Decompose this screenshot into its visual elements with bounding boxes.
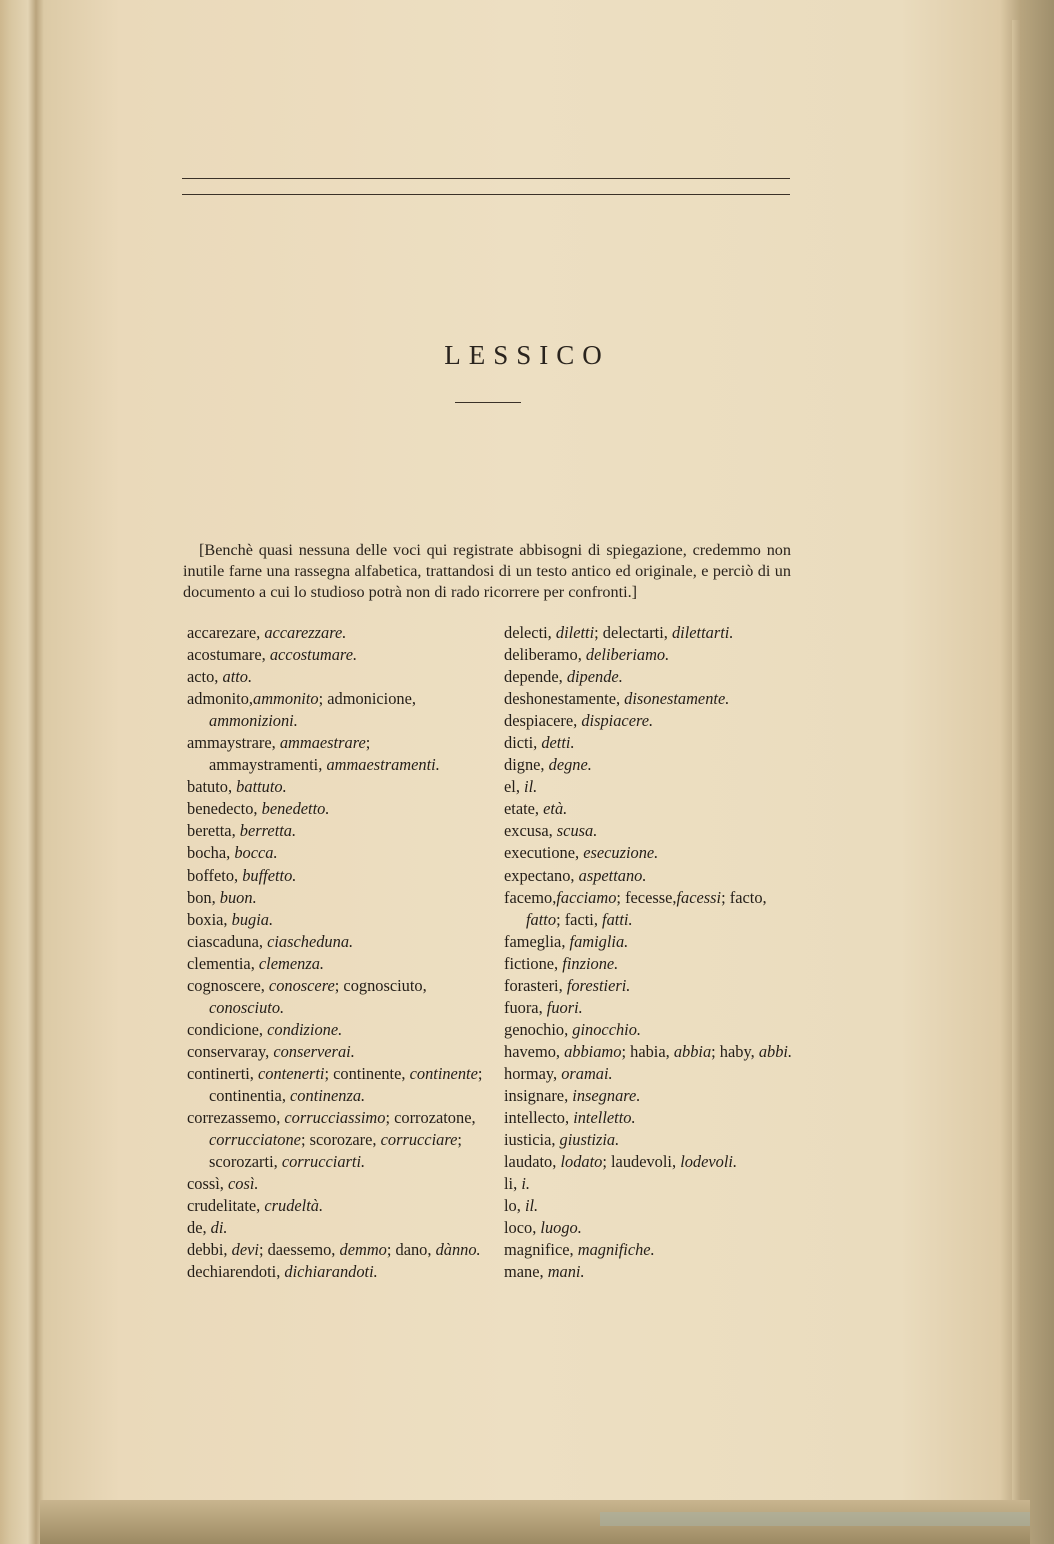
entry-term: debbi, [187, 1240, 232, 1260]
entry-modern-form: devi [231, 1240, 259, 1260]
lexicon-entry [504, 865, 804, 887]
entry-modern-form: così. [227, 1174, 259, 1194]
entry-term: fictione, [504, 953, 563, 973]
entry-modern-form: clemenza. [258, 953, 324, 973]
lexicon-entry [504, 666, 804, 688]
lexicon-entry [504, 1129, 804, 1151]
entry-term: ; dano, [386, 1240, 436, 1260]
lexicon-entry [504, 1107, 804, 1129]
entry-term: delecti, [504, 623, 556, 642]
entry-modern-form: età. [543, 799, 568, 819]
title-underline [455, 402, 521, 403]
entry-term: laudato, [504, 1152, 561, 1172]
entry-term: ; cognosciuto, [334, 975, 427, 995]
lexicon-entry [504, 622, 804, 644]
entry-term: ; daessemo, [258, 1240, 340, 1260]
entry-term: ; fecesse, [616, 887, 677, 907]
cover-strip [600, 1512, 1030, 1526]
entry-term: etate, [504, 799, 544, 819]
entry-modern-form: continente [409, 1063, 478, 1083]
entry-term: cognoscere, [187, 975, 269, 995]
entry-modern-form: di. [210, 1218, 228, 1238]
entry-term: ; scorozarti, [209, 1130, 462, 1172]
entry-modern-form: benedetto. [261, 799, 330, 819]
entry-modern-form: ammaestramenti. [326, 755, 440, 775]
page-edge [1012, 20, 1020, 1500]
entry-modern-form: dichiarandoti. [284, 1262, 378, 1282]
entry-modern-form: famiglia. [569, 931, 629, 951]
entry-modern-form: mani. [547, 1262, 585, 1282]
entry-modern-form: facciamo [556, 887, 617, 907]
lexicon-entry [504, 688, 804, 710]
header-rule-bottom [182, 194, 790, 195]
lexicon-entry [187, 732, 487, 776]
lexicon-entry [504, 1151, 804, 1173]
entry-term: batuto, [187, 777, 237, 797]
entry-term: facemo, [504, 887, 557, 907]
entry-modern-form: ammaestrare [279, 733, 366, 753]
entry-term: intellecto, [504, 1108, 574, 1128]
entry-term: depende, [504, 667, 567, 687]
entry-term: acto, [187, 667, 223, 687]
entry-term: continerti, [187, 1063, 259, 1083]
entry-modern-form: giustizia. [559, 1130, 620, 1150]
entry-modern-form: corrucciare [380, 1130, 458, 1150]
entry-modern-form: lodevoli. [680, 1152, 738, 1172]
entry-term: forasteri, [504, 975, 567, 995]
entry-modern-form: ammonizioni. [209, 711, 298, 731]
entry-term: fuora, [504, 997, 547, 1017]
lexicon-entry [504, 1019, 804, 1041]
entry-modern-form: insegnare. [572, 1085, 641, 1105]
entry-term: iusticia, [504, 1130, 560, 1150]
entry-modern-form: dànno. [435, 1240, 481, 1260]
entry-term: ; continentia, [209, 1063, 483, 1105]
lexicon-entry [187, 776, 487, 798]
lexicon-left-column [187, 622, 487, 1283]
entry-term: ; facti, [556, 909, 603, 929]
entry-modern-form: conosciuto. [209, 997, 285, 1017]
lexicon-entry [187, 953, 487, 975]
entry-modern-form: dispiacere. [581, 711, 654, 731]
entry-term: boffeto, [187, 865, 243, 885]
entry-modern-form: disonestamente. [624, 689, 730, 709]
entry-term: clementia, [187, 953, 259, 973]
lexicon-entry [187, 798, 487, 820]
lexicon-entry [187, 1107, 487, 1173]
entry-term: excusa, [504, 821, 557, 841]
entry-term: beretta, [187, 821, 240, 841]
lexicon-entry [504, 776, 804, 798]
lexicon-entry [504, 1217, 804, 1239]
entry-term: deliberamo, [504, 645, 586, 665]
entry-modern-form: berretta. [239, 821, 297, 841]
entry-modern-form: finzione. [562, 953, 619, 973]
entry-modern-form: crudeltà. [264, 1196, 324, 1216]
lexicon-entry [504, 931, 804, 953]
lexicon-entry [187, 865, 487, 887]
entry-term: havemo, [504, 1041, 565, 1061]
entry-modern-form: abbia [673, 1041, 712, 1061]
entry-term: acostumare, [187, 645, 270, 665]
entry-modern-form: esecuzione. [583, 843, 659, 863]
entry-modern-form: ginocchio. [572, 1019, 642, 1039]
entry-term: de, [187, 1218, 211, 1238]
entry-modern-form: accostumare. [269, 645, 358, 665]
page-title: LESSICO [444, 340, 610, 370]
entry-term: cossì, [187, 1174, 228, 1194]
entry-term: benedecto, [187, 799, 262, 819]
entry-modern-form: deliberiamo. [585, 645, 670, 665]
entry-term: deshonestamente, [504, 689, 625, 709]
entry-modern-form: dipende. [566, 667, 623, 687]
entry-modern-form: oramai. [561, 1063, 613, 1083]
entry-modern-form: conoscere [268, 975, 335, 995]
lexicon-entry [504, 644, 804, 666]
lexicon-entry [504, 754, 804, 776]
lexicon-entry [187, 666, 487, 688]
lexicon-entry [504, 975, 804, 997]
entry-term: hormay, [504, 1063, 562, 1083]
lexicon-entry [504, 732, 804, 754]
lexicon-entry [187, 1019, 487, 1041]
entry-modern-form: il. [524, 777, 538, 797]
lexicon-entry [187, 1041, 487, 1063]
entry-modern-form: fatto [526, 909, 557, 929]
entry-modern-form: bugia. [231, 909, 274, 929]
lexicon-entry [504, 710, 804, 732]
entry-modern-form: intelletto. [573, 1108, 636, 1128]
entry-term: executione, [504, 843, 584, 863]
entry-term: dicti, [504, 733, 542, 753]
entry-modern-form: atto. [222, 667, 253, 687]
lexicon-entry [504, 1063, 804, 1085]
lexicon-entry [504, 887, 804, 931]
lexicon-entry [504, 1195, 804, 1217]
lexicon-entry [187, 1063, 487, 1107]
lexicon-entry [187, 1195, 487, 1217]
entry-modern-form: lodato [560, 1152, 603, 1172]
entry-term: despiacere, [504, 711, 582, 731]
entry-term: ciascaduna, [187, 931, 268, 951]
entry-modern-form: magnifiche. [577, 1240, 655, 1260]
entry-term: fameglia, [504, 931, 570, 951]
lexicon-entry [187, 909, 487, 931]
entry-modern-form: diletti [555, 623, 595, 642]
entry-modern-form: abbiamo [564, 1041, 622, 1061]
lexicon-right-column [504, 622, 804, 1283]
entry-term: correzassemo, [187, 1108, 285, 1128]
entry-term: crudelitate, [187, 1196, 265, 1216]
entry-modern-form: abbi. [758, 1041, 793, 1061]
entry-term: accarezare, [187, 623, 265, 642]
entry-term: conservaray, [187, 1041, 274, 1061]
lexicon-entry [187, 644, 487, 666]
entry-modern-form: conserverai. [273, 1041, 355, 1061]
entry-modern-form: condizione. [267, 1019, 343, 1039]
entry-modern-form: scusa. [556, 821, 598, 841]
entry-term: ; scorozare, [300, 1130, 381, 1150]
entry-term: ; haby, [711, 1041, 759, 1061]
entry-modern-form: corrucciarti. [281, 1152, 366, 1172]
entry-modern-form: fatti. [602, 909, 633, 929]
entry-term: mane, [504, 1262, 548, 1282]
lexicon-entry [504, 1041, 804, 1063]
entry-term: el, [504, 777, 525, 797]
lexicon-entry [504, 1173, 804, 1195]
entry-term: bocha, [187, 843, 235, 863]
entry-term: ammaystrare, [187, 733, 280, 753]
entry-term: insignare, [504, 1085, 573, 1105]
entry-term: ; laudevoli, [602, 1152, 681, 1172]
entry-modern-form: corrucciatone [209, 1130, 301, 1150]
entry-modern-form: contenerti [258, 1063, 325, 1083]
entry-term: dechiarendoti, [187, 1262, 285, 1282]
entry-term: ; habia, [621, 1041, 674, 1061]
lexicon-entry [187, 622, 487, 644]
lexicon-entry [187, 931, 487, 953]
lexicon-entry [504, 1239, 804, 1261]
header-rule-top [182, 178, 790, 179]
lexicon-entry [187, 688, 487, 732]
lexicon-entry [504, 953, 804, 975]
entry-modern-form: continenza. [290, 1085, 366, 1105]
lexicon-entry [504, 820, 804, 842]
entry-modern-form: aspettano. [578, 865, 647, 885]
lexicon-entry [504, 997, 804, 1019]
lexicon-entry [504, 1085, 804, 1107]
entry-term: ; admonicione, [318, 689, 417, 709]
entry-modern-form: il. [524, 1196, 539, 1216]
entry-modern-form: bocca. [234, 843, 278, 863]
entry-modern-form: corrucciassimo [284, 1108, 386, 1128]
lexicon-entry [187, 975, 487, 1019]
entry-modern-form: battuto. [236, 777, 287, 797]
entry-modern-form: ammonito [253, 689, 319, 709]
lexicon-entry [504, 842, 804, 864]
entry-term: bon, [187, 887, 220, 907]
entry-term: li, [504, 1174, 522, 1194]
lexicon-entry [187, 820, 487, 842]
lexicon-entry [187, 842, 487, 864]
entry-term: ; corrozatone, [385, 1108, 476, 1128]
entry-term: genochio, [504, 1019, 573, 1039]
lexicon-entry [504, 1261, 804, 1283]
entry-modern-form: detti. [541, 733, 575, 753]
entry-term: expectano, [504, 865, 579, 885]
entry-term: lo, [504, 1196, 525, 1216]
entry-term: admonito, [187, 689, 254, 709]
entry-term: ; ammaystramenti, [209, 733, 371, 775]
entry-modern-form: accarezzare. [264, 623, 347, 642]
entry-term: ; continente, [324, 1063, 410, 1083]
entry-modern-form: facessi [676, 887, 722, 907]
entry-modern-form: forestieri. [566, 975, 631, 995]
entry-modern-form: buffetto. [242, 865, 297, 885]
entry-term: loco, [504, 1218, 541, 1238]
lexicon-entry [187, 1217, 487, 1239]
entry-modern-form: luogo. [540, 1218, 582, 1238]
entry-term: ; delectarti, [594, 623, 672, 642]
entry-term: condicione, [187, 1019, 268, 1039]
lexicon-entry [187, 1173, 487, 1195]
entry-modern-form: dilettarti. [671, 623, 734, 642]
lexicon-entry [504, 798, 804, 820]
entry-term: magnifice, [504, 1240, 578, 1260]
entry-term: ; facto, [721, 887, 767, 907]
lexicon-entry [187, 1239, 487, 1261]
lexicon-entry [187, 1261, 487, 1283]
entry-modern-form: fuori. [546, 997, 583, 1017]
entry-modern-form: degne. [548, 755, 592, 775]
entry-modern-form: i. [521, 1174, 530, 1194]
entry-modern-form: buon. [219, 887, 257, 907]
entry-term: boxia, [187, 909, 232, 929]
entry-term: digne, [504, 755, 549, 775]
entry-modern-form: ciascheduna. [267, 931, 354, 951]
intro-paragraph: [Benchè quasi nessuna delle voci qui registrate abbisogni di spiegazione, credemmo non inutile farne una rassegna alfabetica, trattandosi di un testo antico ed originale, e perciò di un documento a cui lo studioso potrà non di rado ricorrere per confronti.] [183, 541, 791, 602]
entry-modern-form: demmo [339, 1240, 387, 1260]
lexicon-entry [187, 887, 487, 909]
